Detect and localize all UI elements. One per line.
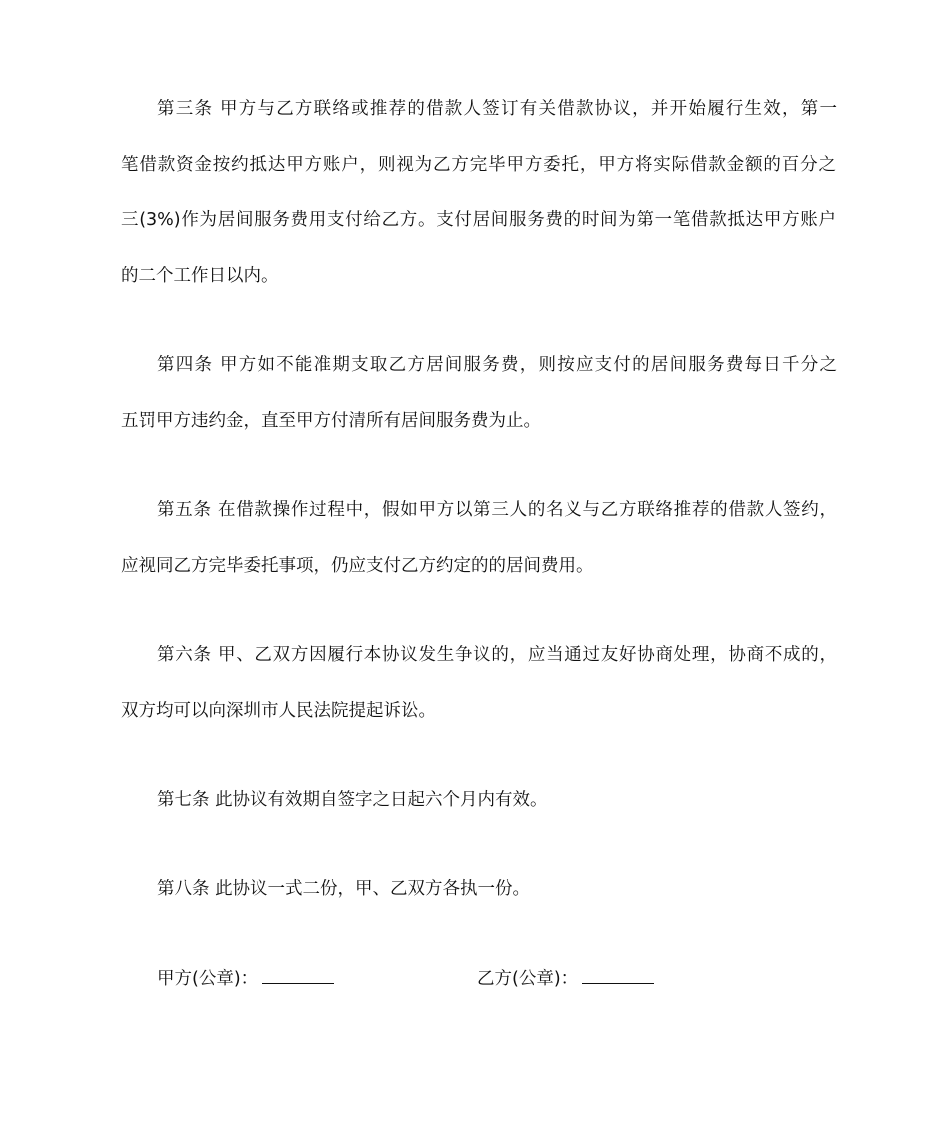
party-a-signature (157, 966, 334, 991)
party-b-label: 乙方(公章)： (477, 969, 579, 989)
article-8-line-1: 第八条 此协议一式二份，甲、乙双方各执一份。 (157, 879, 531, 899)
article-5-line-2: 应视同乙方完毕委托事项，仍应支付乙方约定的的居间费用。 (121, 556, 594, 576)
article-7-line-1: 第七条 此协议有效期自签字之日起六个月内有效。 (157, 790, 548, 810)
article-3-line-2: 笔借款资金按约抵达甲方账户，则视为乙方完毕甲方委托，甲方将实际借款金额的百分之 (121, 155, 836, 175)
article-3-line-4: 的二个工作日以内。 (121, 266, 279, 286)
party-b-signature (477, 966, 654, 991)
article-5-line-1: 第五条 在借款操作过程中，假如甲方以第三人的名义与乙方联络推荐的借款人签约， (157, 500, 837, 520)
party-b-signature-line (582, 966, 654, 984)
party-a-label: 甲方(公章)： (157, 969, 259, 989)
article-3-line-1: 第三条 甲方与乙方联络或推荐的借款人签订有关借款协议，并开始履行生效，第一 (157, 99, 837, 119)
article-6-line-2: 双方均可以向深圳市人民法院提起诉讼。 (121, 701, 436, 721)
party-a-signature-line (262, 966, 334, 984)
article-4-line-1: 第四条 甲方如不能准期支取乙方居间服务费，则按应支付的居间服务费每日千分之 (157, 355, 837, 375)
article-6-line-1: 第六条 甲、乙双方因履行本协议发生争议的，应当通过友好协商处理，协商不成的， (157, 645, 837, 665)
article-4-line-2: 五罚甲方违约金，直至甲方付清所有居间服务费为止。 (121, 411, 541, 431)
article-3-line-3: 三(3%)作为居间服务费用支付给乙方。支付居间服务费的时间为第一笔借款抵达甲方账户 (121, 210, 836, 230)
